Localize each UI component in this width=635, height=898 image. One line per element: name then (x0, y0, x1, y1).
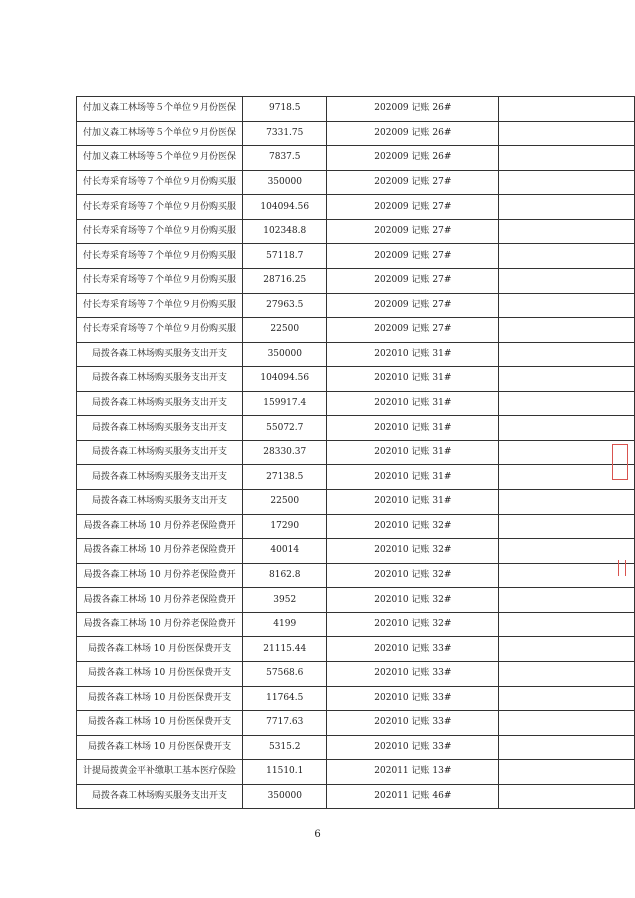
table-row (77, 195, 635, 220)
amount-cell: 11510.1 (243, 760, 327, 785)
description-cell: 局拨各森工林场购买服务支出开支 (77, 465, 243, 490)
table-row (77, 711, 635, 736)
amount-cell: 28716.25 (243, 268, 327, 293)
description-cell: 付长寿采育场等７个单位９月份购买服 (77, 268, 243, 293)
amount-cell: 104094.56 (243, 195, 327, 220)
amount-cell: 55072.7 (243, 416, 327, 441)
description-cell: 局拨各森工林场购买服务支出开支 (77, 784, 243, 809)
voucher-cell: 202010 记账 32# (327, 514, 499, 539)
ledger-body (77, 97, 635, 809)
amount-cell: 7837.5 (243, 146, 327, 171)
voucher-cell: 202009 记账 27# (327, 244, 499, 269)
voucher-cell: 202011 记账 13# (327, 760, 499, 785)
amount-cell: 17290 (243, 514, 327, 539)
amount-cell: 40014 (243, 539, 327, 564)
amount-cell: 57568.6 (243, 661, 327, 686)
table-row (77, 391, 635, 416)
blank-cell (499, 539, 635, 564)
blank-cell (499, 514, 635, 539)
description-cell: 付长寿采育场等７个单位９月份购买服 (77, 219, 243, 244)
description-cell: 局拨各森工林场 10 月份医保费开支 (77, 686, 243, 711)
amount-cell: 3952 (243, 588, 327, 613)
voucher-cell: 202010 记账 33# (327, 637, 499, 662)
voucher-cell: 202010 记账 33# (327, 735, 499, 760)
description-cell: 局拨各森工林场 10 月份养老保险费开 (77, 563, 243, 588)
description-cell: 付长寿采育场等７个单位９月份购买服 (77, 244, 243, 269)
blank-cell (499, 146, 635, 171)
table-row (77, 268, 635, 293)
blank-cell (499, 318, 635, 343)
table-row (77, 293, 635, 318)
blank-cell (499, 391, 635, 416)
table-row (77, 170, 635, 195)
blank-cell (499, 588, 635, 613)
blank-cell (499, 735, 635, 760)
table-row (77, 760, 635, 785)
voucher-cell: 202009 记账 27# (327, 195, 499, 220)
voucher-cell: 202009 记账 27# (327, 219, 499, 244)
table-row (77, 440, 635, 465)
amount-cell: 9718.5 (243, 97, 327, 122)
description-cell: 局拨各森工林场购买服务支出开支 (77, 342, 243, 367)
voucher-cell: 202010 记账 32# (327, 588, 499, 613)
table-row (77, 219, 635, 244)
table-row (77, 465, 635, 490)
description-cell: 局拨各森工林场购买服务支出开支 (77, 440, 243, 465)
voucher-cell: 202010 记账 33# (327, 661, 499, 686)
description-cell: 局拨各森工林场购买服务支出开支 (77, 490, 243, 515)
amount-cell: 104094.56 (243, 367, 327, 392)
description-cell: 局拨各森工林场 10 月份养老保险费开 (77, 539, 243, 564)
blank-cell (499, 170, 635, 195)
table-row (77, 686, 635, 711)
amount-cell: 27963.5 (243, 293, 327, 318)
blank-cell (499, 97, 635, 122)
voucher-cell: 202010 记账 31# (327, 391, 499, 416)
amount-cell: 8162.8 (243, 563, 327, 588)
blank-cell (499, 490, 635, 515)
table-row (77, 661, 635, 686)
description-cell: 局拨各森工林场 10 月份医保费开支 (77, 711, 243, 736)
amount-cell: 350000 (243, 784, 327, 809)
blank-cell (499, 784, 635, 809)
blank-cell (499, 686, 635, 711)
table-row (77, 146, 635, 171)
voucher-cell: 202009 记账 27# (327, 318, 499, 343)
voucher-cell: 202010 记账 31# (327, 440, 499, 465)
amount-cell: 57118.7 (243, 244, 327, 269)
description-cell: 付长寿采育场等７个单位９月份购买服 (77, 170, 243, 195)
table-row (77, 612, 635, 637)
voucher-cell: 202009 记账 26# (327, 146, 499, 171)
table-row (77, 367, 635, 392)
amount-cell: 22500 (243, 490, 327, 515)
voucher-cell: 202009 记账 27# (327, 293, 499, 318)
voucher-cell: 202010 记账 31# (327, 465, 499, 490)
blank-cell (499, 711, 635, 736)
voucher-cell: 202010 记账 32# (327, 539, 499, 564)
blank-cell (499, 293, 635, 318)
voucher-cell: 202010 记账 31# (327, 490, 499, 515)
blank-cell (499, 416, 635, 441)
description-cell: 局拨各森工林场购买服务支出开支 (77, 391, 243, 416)
amount-cell: 4199 (243, 612, 327, 637)
page-number: 6 (314, 829, 321, 840)
blank-cell (499, 367, 635, 392)
description-cell: 计提局拨黄金平补缴职工基本医疗保险 (77, 760, 243, 785)
table-row (77, 539, 635, 564)
blank-cell (499, 121, 635, 146)
description-cell: 局拨各森工林场购买服务支出开支 (77, 416, 243, 441)
table-row (77, 588, 635, 613)
description-cell: 付长寿采育场等７个单位９月份购买服 (77, 318, 243, 343)
table-row (77, 416, 635, 441)
amount-cell: 7717.63 (243, 711, 327, 736)
blank-cell (499, 612, 635, 637)
voucher-cell: 202010 记账 32# (327, 563, 499, 588)
amount-cell: 159917.4 (243, 391, 327, 416)
voucher-cell: 202010 记账 32# (327, 612, 499, 637)
table-row (77, 784, 635, 809)
table-row (77, 342, 635, 367)
table-row (77, 121, 635, 146)
blank-cell (499, 760, 635, 785)
amount-cell: 7331.75 (243, 121, 327, 146)
voucher-cell: 202009 记账 27# (327, 170, 499, 195)
voucher-cell: 202010 记账 31# (327, 416, 499, 441)
voucher-cell: 202010 记账 31# (327, 367, 499, 392)
ledger-table (76, 96, 635, 809)
amount-cell: 22500 (243, 318, 327, 343)
description-cell: 局拨各森工林场 10 月份养老保险费开 (77, 612, 243, 637)
description-cell: 付长寿采育场等７个单位９月份购买服 (77, 195, 243, 220)
description-cell: 付加义森工林场等５个单位９月份医保 (77, 97, 243, 122)
blank-cell (499, 268, 635, 293)
description-cell: 付加义森工林场等５个单位９月份医保 (77, 146, 243, 171)
blank-cell (499, 661, 635, 686)
voucher-cell: 202009 记账 26# (327, 97, 499, 122)
amount-cell: 350000 (243, 170, 327, 195)
table-row (77, 490, 635, 515)
description-cell: 局拨各森工林场 10 月份医保费开支 (77, 637, 243, 662)
amount-cell: 102348.8 (243, 219, 327, 244)
description-cell: 局拨各森工林场 10 月份医保费开支 (77, 735, 243, 760)
voucher-cell: 202009 记账 27# (327, 268, 499, 293)
table-row (77, 563, 635, 588)
description-cell: 局拨各森工林场购买服务支出开支 (77, 367, 243, 392)
blank-cell (499, 342, 635, 367)
table-row (77, 244, 635, 269)
blank-cell (499, 563, 635, 588)
description-cell: 局拨各森工林场 10 月份养老保险费开 (77, 588, 243, 613)
red-seal-mark-small (618, 560, 626, 576)
amount-cell: 5315.2 (243, 735, 327, 760)
table-row (77, 735, 635, 760)
description-cell: 付长寿采育场等７个单位９月份购买服 (77, 293, 243, 318)
voucher-cell: 202011 记账 46# (327, 784, 499, 809)
voucher-cell: 202010 记账 31# (327, 342, 499, 367)
description-cell: 局拨各森工林场 10 月份养老保险费开 (77, 514, 243, 539)
amount-cell: 11764.5 (243, 686, 327, 711)
table-row (77, 97, 635, 122)
description-cell: 局拨各森工林场 10 月份医保费开支 (77, 661, 243, 686)
amount-cell: 21115.44 (243, 637, 327, 662)
red-seal-mark (612, 444, 628, 480)
table-row (77, 318, 635, 343)
blank-cell (499, 637, 635, 662)
amount-cell: 350000 (243, 342, 327, 367)
table-row (77, 514, 635, 539)
voucher-cell: 202010 记账 33# (327, 711, 499, 736)
voucher-cell: 202010 记账 33# (327, 686, 499, 711)
amount-cell: 28330.37 (243, 440, 327, 465)
description-cell: 付加义森工林场等５个单位９月份医保 (77, 121, 243, 146)
amount-cell: 27138.5 (243, 465, 327, 490)
blank-cell (499, 219, 635, 244)
blank-cell (499, 244, 635, 269)
blank-cell (499, 195, 635, 220)
table-row (77, 637, 635, 662)
voucher-cell: 202009 记账 26# (327, 121, 499, 146)
